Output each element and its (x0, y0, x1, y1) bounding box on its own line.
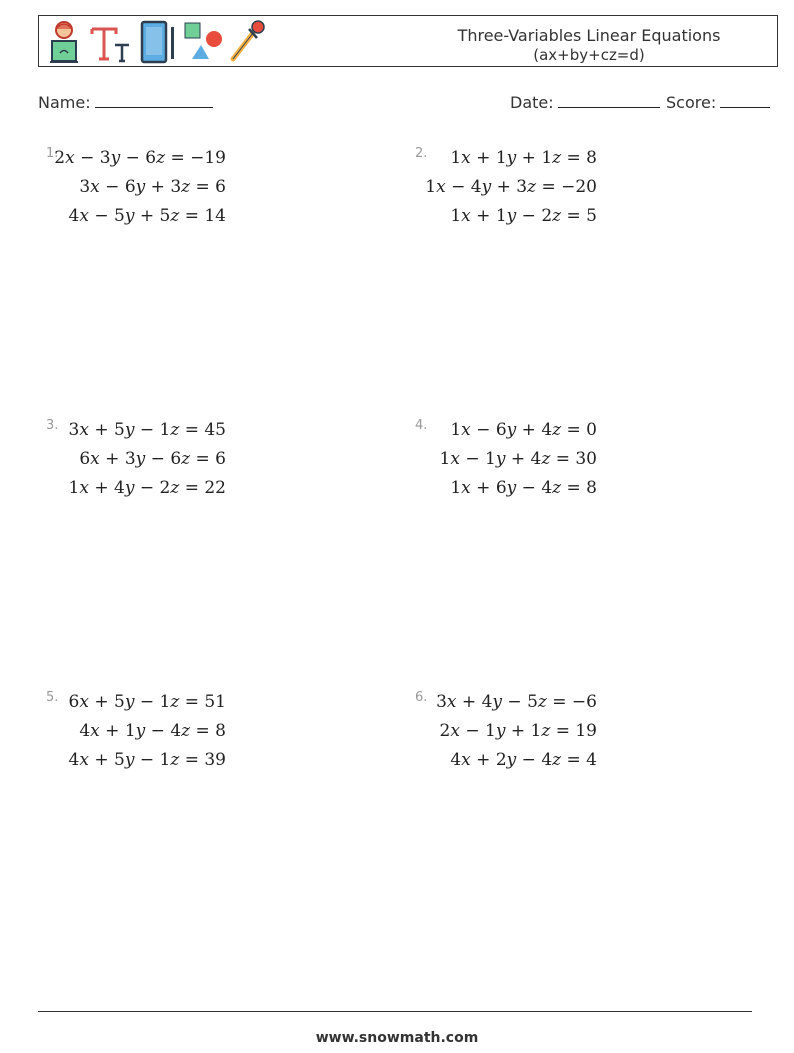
equation: 1x − 1y + 4z = 30 (439, 449, 597, 469)
equation: 2x − 1y + 1z = 19 (439, 721, 597, 741)
problem-number: 3. (46, 418, 59, 433)
header-icons (47, 19, 267, 65)
score-label: Score: (666, 93, 717, 112)
tablet-icon (139, 19, 177, 65)
equation: 6x + 5y − 1z = 51 (68, 692, 226, 712)
score-blank[interactable] (720, 93, 770, 108)
equation: 1x − 6y + 4z = 0 (450, 420, 597, 440)
problem-2 (415, 146, 597, 246)
equation: 4x + 2y − 4z = 4 (450, 750, 597, 770)
equation: 3x − 6y + 3z = 6 (79, 177, 226, 197)
dropper-icon (227, 19, 267, 65)
equation: 3x + 5y − 1z = 45 (68, 420, 226, 440)
worksheet-title: Three-Variables Linear Equations (457, 26, 721, 45)
footer-site: www.snowmath.com (315, 1030, 479, 1046)
score-field[interactable] (666, 93, 770, 112)
problem-number: 1. (46, 146, 59, 161)
problem-1 (46, 146, 226, 246)
name-blank[interactable] (95, 93, 213, 108)
equation: 2x − 3y − 6z = −19 (54, 148, 226, 168)
worksheet-subtitle: (ax+by+cz=d) (533, 46, 645, 64)
date-field[interactable] (510, 93, 660, 112)
name-label: Name: (38, 93, 91, 112)
problem-number: 6. (415, 690, 428, 705)
equation: 1x + 1y + 1z = 8 (450, 148, 597, 168)
date-blank[interactable] (558, 93, 660, 108)
text-size-icon (89, 19, 133, 65)
equation: 4x + 5y − 1z = 39 (68, 750, 226, 770)
equation: 1x + 4y − 2z = 22 (68, 478, 226, 498)
problem-4 (415, 418, 597, 518)
equation: 1x − 4y + 3z = −20 (425, 177, 597, 197)
equation: 4x − 5y + 5z = 14 (68, 206, 226, 226)
equation: 4x + 1y − 4z = 8 (79, 721, 226, 741)
problem-number: 5. (46, 690, 59, 705)
worksheet-header (38, 15, 778, 67)
problem-number: 4. (415, 418, 428, 433)
footer-divider (38, 1011, 752, 1012)
equation: 1x + 6y − 4z = 8 (450, 478, 597, 498)
problem-number: 2. (415, 146, 428, 161)
problem-6 (415, 690, 597, 790)
equation: 6x + 3y − 6z = 6 (79, 449, 226, 469)
date-label: Date: (510, 93, 554, 112)
equation: 1x + 1y − 2z = 5 (450, 206, 597, 226)
problem-3 (46, 418, 226, 518)
shapes-icon (181, 19, 225, 65)
equation: 3x + 4y − 5z = −6 (436, 692, 597, 712)
name-field[interactable] (38, 93, 213, 112)
problem-5 (46, 690, 226, 790)
teacher-icon (47, 19, 81, 65)
